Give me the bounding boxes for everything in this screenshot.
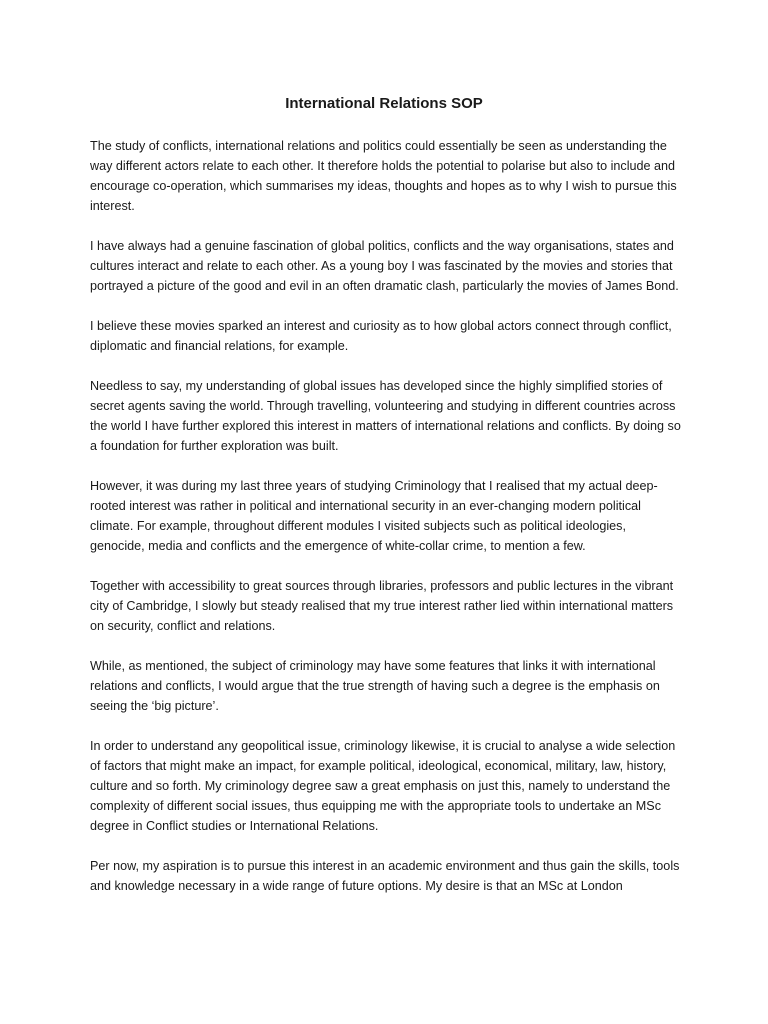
paragraph: I have always had a genuine fascination of global politics, conflicts and the way organisations, states and cultures interact and relate to each other. As a young boy I was fascinated by the movies and stories that portrayed a picture of the good and evil in an often dramatic clash, particularly the movies of James Bond. [90,239,679,293]
paragraph: However, it was during my last three years of studying Criminology that I realised that my actual deep-rooted interest was rather in political and international security in an ever-changing modern political climate. For example, throughout different modules I visited subjects such as political ideologies, genocide, media and conflicts and the emergence of white-collar crime, to mention a few. [90,479,658,553]
document-body [90,136,682,916]
paragraph: Per now, my aspiration is to pursue this interest in an academic environment and thus gain the skills, tools and knowledge necessary in a wide range of future options. My desire is that an MSc at London [90,859,680,893]
paragraph: I believe these movies sparked an interest and curiosity as to how global actors connect through conflict, diplomatic and financial relations, for example. [90,319,672,353]
paragraph: Needless to say, my understanding of global issues has developed since the highly simplified stories of secret agents saving the world. Through travelling, volunteering and studying in different countries across the world I have further explored this interest in matters of international relations and conflicts. By doing so a foundation for further exploration was built. [90,379,681,453]
paragraph: In order to understand any geopolitical issue, criminology likewise, it is crucial to analyse a wide selection of factors that might make an impact, for example political, ideological, economical, military, law, history, culture and so forth. My criminology degree saw a great emphasis on just this, namely to understand the complexity of different social issues, thus equipping me with the appropriate tools to undertake an MSc degree in Conflict studies or International Relations. [90,739,676,833]
paragraph: While, as mentioned, the subject of criminology may have some features that links it with international relations and conflicts, I would argue that the true strength of having such a degree is the emphasis on seeing the ‘big picture’. [90,659,660,713]
paragraph: Together with accessibility to great sources through libraries, professors and public lectures in the vibrant city of Cambridge, I slowly but steady realised that my true interest rather lied within international matters on security, conflict and relations. [90,579,674,633]
paragraph: The study of conflicts, international relations and politics could essentially be seen as understanding the way different actors relate to each other. It therefore holds the potential to polarise but also to include and encourage co-operation, which summarises my ideas, thoughts and hopes as to why I wish to pursue this interest. [90,139,677,213]
document-title: International Relations SOP [285,95,483,112]
